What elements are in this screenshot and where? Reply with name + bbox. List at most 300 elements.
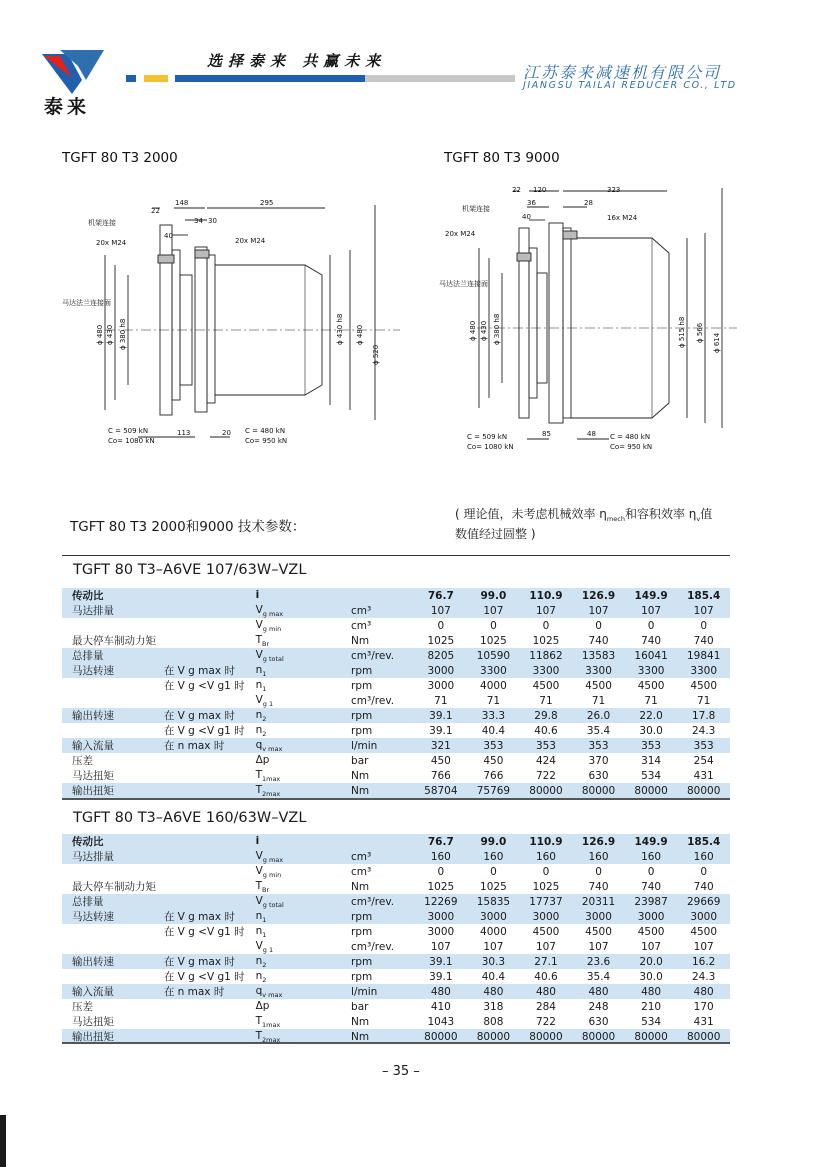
row-name: 压差 [72,1000,93,1013]
row-symbol [256,834,351,849]
value-cell: 3000 [467,909,520,924]
row-unit: rpm [351,970,373,983]
row-condition: 在 V g <V g1 时 [163,724,245,737]
label-motor-flange: 马达法兰连接面 [62,299,111,307]
value-cell: 40.4 [481,970,506,983]
row-unit [351,834,415,849]
row-symbol [256,753,351,768]
value-cell: 431 [693,1015,714,1028]
header-bar-blue [175,75,365,82]
row-unit: cm³/rev. [351,940,395,953]
row-symbol [256,939,351,954]
symbol-text: T [255,880,262,892]
value-cell: 71 [434,694,448,707]
row-condition [164,864,256,879]
row-name: 输出扭矩 [62,783,164,798]
value-cell: 3000 [572,909,625,924]
row-symbol [256,984,351,999]
dim-phi380: ϕ 380 h8 [119,318,127,350]
dim-phi430r: ϕ 430 h8 [336,313,344,345]
value-cell: 3000 [520,909,573,924]
rating-co1: Co= 1080 kN [108,437,155,445]
value-cell: 8205 [415,648,468,663]
row-condition: 在 V g max 时 [164,909,256,924]
symbol-text: n [255,709,263,721]
symbol-subscript: g max [262,610,284,618]
row-name: 传动比 [62,588,164,603]
value-cell: 450 [430,754,451,767]
value-cell: 480 [415,984,468,999]
value-cell: 29.8 [520,708,573,723]
dim-phi430: ϕ 430 [480,320,488,341]
dim-148: 148 [175,199,189,207]
value-cell: 4500 [637,679,665,692]
value-cell: 740 [693,880,714,893]
symbol-text: i [255,835,260,847]
symbol-subscript: 2 [262,976,267,984]
value-cell: 58704 [415,783,468,798]
value-cell: 3300 [467,663,520,678]
value-cell: 0 [542,619,550,632]
row-unit: cm³/rev. [351,894,415,909]
row-unit: cm³ [351,603,415,618]
value-cell: 370 [588,754,609,767]
row-unit: l/min [351,738,415,753]
value-cell: 353 [625,738,678,753]
table-row [62,969,730,984]
value-cell: 110.9 [520,588,573,603]
symbol-subscript: 1max [261,1021,281,1029]
row-symbol [256,678,351,693]
value-cell: 740 [588,880,609,893]
value-cell: 75769 [467,783,520,798]
value-cell: 71 [539,694,553,707]
value-cell: 71 [697,694,711,707]
value-cell: 1025 [532,880,560,893]
row-condition [164,753,256,768]
table-row [62,834,730,849]
row-symbol [256,768,351,783]
value-cell: 284 [535,1000,556,1013]
row-unit: rpm [351,724,373,737]
value-cell: 126.9 [572,588,625,603]
table-row [62,723,730,738]
table-row [62,924,730,939]
dim-22: 22 [151,207,160,215]
value-cell: 107 [588,940,609,953]
row-symbol [256,849,351,864]
symbol-text: V [255,895,263,907]
row-unit: Nm [351,769,370,782]
row-name: 输入流量 [62,984,164,999]
value-cell: 0 [437,619,445,632]
row-symbol [256,999,351,1014]
table-row [62,849,730,864]
rating-c2: C = 480 kN [610,433,651,441]
value-cell: 39.1 [429,724,453,737]
label-frame-conn: 机架连接 [462,205,490,213]
symbol-text: n [255,724,263,736]
row-symbol [256,894,351,909]
value-cell: 80000 [677,1029,730,1044]
value-cell: 4500 [690,679,718,692]
value-cell: 80000 [520,1029,573,1044]
table-row [62,678,730,693]
symbol-subscript: Br [261,640,270,648]
value-cell: 480 [467,984,520,999]
value-cell: 160 [467,849,520,864]
value-cell: 160 [625,849,678,864]
value-cell: 808 [483,1015,504,1028]
value-cell: 170 [693,1000,714,1013]
symbol-subscript: g min [262,625,282,633]
value-cell: 39.1 [429,970,453,983]
row-condition [164,999,256,1014]
row-condition: 在 V g max 时 [164,663,256,678]
table1-title: TGFT 80 T3–A6VE 107/63W–VZL [73,562,307,578]
row-symbol [256,738,351,753]
table1-top-rule [62,555,730,556]
value-cell: 480 [572,984,625,999]
page-number: – 35 – [382,1064,420,1079]
value-cell: 3300 [677,663,730,678]
row-unit: Nm [351,880,370,893]
value-cell: 39.1 [415,708,468,723]
row-unit: bar [351,1000,369,1013]
dim-30: 30 [208,217,217,225]
value-cell: 3300 [625,663,678,678]
value-cell: 107 [693,940,714,953]
table2-bottom-rule [62,1042,730,1044]
value-cell: 107 [641,940,662,953]
value-cell: 353 [467,738,520,753]
row-name: 传动比 [62,834,164,849]
row-unit: Nm [351,1029,415,1044]
value-cell: 149.9 [625,588,678,603]
table-row [62,999,730,1014]
label-motor-flange: 马达法兰连接面 [439,280,488,288]
label-frame-conn: 机架连接 [88,219,116,227]
value-cell: 480 [625,984,678,999]
row-name: 输出转速 [62,954,164,969]
row-unit: Nm [351,1015,370,1028]
dim-48: 48 [587,430,596,438]
value-cell: 1025 [427,880,455,893]
row-name [62,969,164,984]
value-cell: 24.3 [691,724,716,737]
value-cell: 3000 [427,679,455,692]
company-name-cn: 江苏泰来减速机有限公司 [523,63,722,82]
table-row [62,738,730,753]
table-row [62,708,730,723]
value-cell: 26.0 [572,708,625,723]
value-cell: 740 [641,880,662,893]
value-cell: 0 [542,865,550,878]
value-cell: 740 [588,634,609,647]
row-condition [164,849,256,864]
label-bolts-right: 20x M24 [235,237,266,245]
value-cell: 0 [437,865,445,878]
row-condition: 在 n max 时 [164,738,256,753]
table-row [62,984,730,999]
value-cell: 80000 [520,783,573,798]
value-cell: 424 [535,754,556,767]
symbol-text: q [255,985,263,997]
value-cell: 160 [520,849,573,864]
symbol-text: n [255,664,263,676]
label-bolts-left: 20x M24 [445,230,476,238]
value-cell: 76.7 [415,588,468,603]
table-row [62,768,730,783]
value-cell: 40.6 [534,724,558,737]
header-bar-yellow [144,75,168,82]
symbol-text: T [255,1015,262,1027]
table-row [62,633,730,648]
dim-phi430: ϕ 430 [106,324,114,345]
value-cell: 20311 [572,894,625,909]
row-condition [164,834,256,849]
row-condition [164,939,256,954]
value-cell: 185.4 [677,588,730,603]
value-cell: 39.1 [415,954,468,969]
value-cell: 35.4 [586,970,611,983]
row-unit: cm³ [351,865,372,878]
value-cell: 314 [641,754,662,767]
value-cell: 0 [700,865,708,878]
row-name: 输出扭矩 [62,1029,164,1044]
row-name: 最大停车制动力矩 [72,880,156,893]
row-condition: 在 n max 时 [164,984,256,999]
value-cell: 0 [490,619,497,632]
row-name [62,678,164,693]
symbol-text: Δp [255,754,270,766]
row-symbol [256,909,351,924]
symbol-text: Δp [255,1000,270,1012]
value-cell: 12269 [415,894,468,909]
row-symbol [256,783,351,798]
value-cell: 0 [647,865,655,878]
value-cell: 0 [700,619,708,632]
value-cell: 3300 [572,663,625,678]
table-row [62,783,730,798]
value-cell: 80000 [677,783,730,798]
figure-left-title: TGFT 80 T3 2000 [62,150,178,166]
row-unit: rpm [351,954,415,969]
row-unit: l/min [351,984,415,999]
value-cell: 0 [595,619,602,632]
dim-22: 22 [512,186,521,194]
dim-34: 34 [194,217,203,225]
value-cell: 450 [483,754,504,767]
row-condition [164,783,256,798]
value-cell: 17.8 [677,708,730,723]
row-condition [164,633,256,648]
symbol-subscript: 2 [262,730,267,738]
value-cell: 160 [677,849,730,864]
value-cell: 30.0 [639,970,663,983]
row-name [62,693,164,708]
value-cell: 23987 [625,894,678,909]
symbol-subscript: v max [262,745,283,753]
row-name [62,939,164,954]
row-symbol [256,633,351,648]
slogan: 选择泰来 共赢未来 [207,52,387,70]
value-cell: 1025 [532,634,560,647]
value-cell: 353 [520,738,573,753]
value-cell: 16.2 [677,954,730,969]
scan-edge-mark [0,1115,6,1167]
value-cell: 4500 [532,679,560,692]
value-cell: 318 [483,1000,504,1013]
value-cell: 10590 [467,648,520,663]
company-name-en: JIANGSU TAILAI REDUCER CO., LTD [523,80,737,91]
value-cell: 80000 [415,1029,468,1044]
symbol-subscript: g total [262,655,284,663]
dim-phi480r: ϕ 480 [356,324,364,345]
row-unit: cm³/rev. [351,694,395,707]
value-cell: 480 [520,984,573,999]
value-cell: 80000 [467,1029,520,1044]
row-symbol [256,969,351,984]
symbol-text: T [255,634,262,646]
symbol-text: V [255,940,263,952]
symbol-text: T [255,784,262,796]
row-name: 输入流量 [62,738,164,753]
symbol-subscript: g 1 [262,946,274,954]
value-cell: 71 [591,694,606,707]
value-cell: 22.0 [625,708,678,723]
row-name: 马达排量 [62,849,164,864]
dim-phi614: ϕ 614 [713,332,721,353]
symbol-subscript: 1 [262,685,267,693]
value-cell: 4000 [480,925,507,938]
table2-spec [62,834,730,1044]
dim-phi480: ϕ 480 [96,324,104,345]
table1-spec [62,588,730,798]
symbol-subscript: 1max [261,775,281,783]
row-unit: cm³ [351,849,415,864]
table-row [62,648,730,663]
value-cell: 3000 [427,925,455,938]
symbol-subscript: 2 [262,715,267,723]
symbol-subscript: 2max [261,790,281,798]
value-cell: 15835 [467,894,520,909]
value-cell: 149.9 [625,834,678,849]
symbol-text: q [255,739,263,751]
row-condition [164,618,256,633]
value-cell: 107 [467,603,520,618]
symbol-subscript: 1 [262,670,267,678]
dim-28: 28 [584,199,593,207]
table1-bottom-rule [62,798,730,800]
rating-co2: Co= 950 kN [610,443,653,451]
value-cell: 3000 [677,909,730,924]
value-cell: 630 [588,1015,609,1028]
symbol-text: V [255,850,263,862]
value-cell: 99.0 [467,834,520,849]
row-unit: rpm [351,679,373,692]
value-cell: 107 [415,603,468,618]
value-cell: 76.7 [415,834,468,849]
table-row [62,909,730,924]
value-cell: 126.9 [572,834,625,849]
row-condition [164,603,256,618]
dim-phi380: ϕ 380 h8 [493,313,501,345]
value-cell: 107 [572,603,625,618]
value-cell: 71 [486,694,501,707]
drawing-2000 [60,195,400,455]
value-cell: 107 [430,940,451,953]
value-cell: 480 [677,984,730,999]
row-unit: bar [351,754,369,767]
value-cell: 27.1 [520,954,573,969]
symbol-subscript: g total [262,901,284,909]
symbol-text: n [255,910,263,922]
value-cell: 4500 [585,925,612,938]
symbol-subscript: Br [261,886,270,894]
table-row [62,588,730,603]
params-note: ( 理论值，未考虑机械效率 $\eta_{mech}$和容积效率 $\eta_v$值 数值经过圆整 ) [455,507,713,541]
row-condition [164,588,256,603]
row-symbol [256,879,351,894]
value-cell: 107 [520,603,573,618]
row-symbol [256,924,351,939]
value-cell: 3000 [625,909,678,924]
row-name: 压差 [72,754,93,767]
value-cell: 0 [490,865,497,878]
symbol-text: V [255,649,263,661]
value-cell: 35.4 [586,724,611,737]
row-name: 最大停车制动力矩 [72,634,156,647]
label-bolts-left: 20x M24 [96,239,127,247]
row-symbol [256,618,351,633]
row-condition: 在 V g <V g1 时 [163,925,245,938]
params-title: TGFT 80 T3 2000和9000 技术参数： [70,519,306,535]
value-cell: 722 [535,1015,556,1028]
row-unit [351,588,415,603]
value-cell: 740 [693,634,714,647]
symbol-text: n [255,955,263,967]
row-unit: Nm [351,783,415,798]
symbol-subscript: g 1 [262,700,274,708]
value-cell: 80000 [625,1029,678,1044]
value-cell: 11862 [520,648,573,663]
row-unit: rpm [351,909,415,924]
dim-113: 113 [177,429,191,437]
value-cell: 0 [595,865,602,878]
value-cell: 24.3 [691,970,716,983]
row-name: 输出转速 [62,708,164,723]
table-row [62,939,730,954]
row-condition: 在 V g max 时 [164,708,256,723]
row-unit: rpm [351,925,373,938]
value-cell: 1025 [480,880,507,893]
table-row [62,879,730,894]
table-row [62,894,730,909]
row-name: 马达转速 [62,909,164,924]
value-cell: 248 [588,1000,609,1013]
row-symbol [256,954,351,969]
rating-c1: C = 509 kN [108,427,149,435]
symbol-subscript: 2 [262,961,267,969]
row-symbol [256,663,351,678]
symbol-text: V [255,865,263,877]
value-cell: 185.4 [677,834,730,849]
table-row [62,663,730,678]
value-cell: 23.6 [572,954,625,969]
dim-40: 40 [164,232,173,240]
table-row [62,954,730,969]
